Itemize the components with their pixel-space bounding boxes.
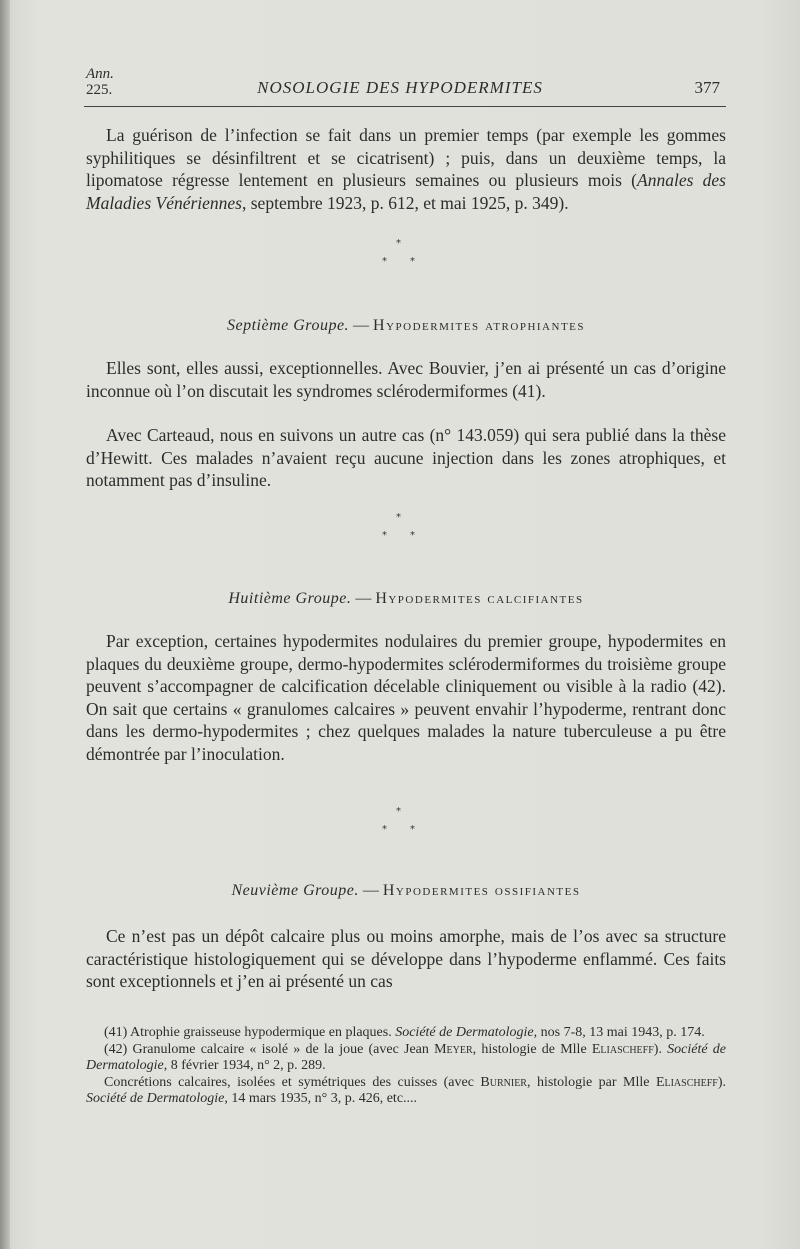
footnote-source: Société de Dermatologie xyxy=(86,1091,225,1106)
asterism-1 xyxy=(370,238,430,278)
heading-dash: — xyxy=(353,317,370,334)
footnote-author: Eliascheff xyxy=(591,1041,654,1057)
heading-group-title: Hypodermites atrophiantes xyxy=(373,317,585,334)
footnote-text: Concrétions calcaires, isolées et symétriques des cuisses (avec xyxy=(104,1074,481,1090)
asterism-star: * xyxy=(382,256,387,267)
volume-number: 225. xyxy=(86,82,113,98)
footnote-text: , histologie par Mlle xyxy=(526,1074,656,1090)
paragraph-eighth-1: Par exception, certaines hypodermites nodulaires du premier groupe, hypodermites en plaques du deuxième groupe, dermo-hypodermites sclérodermiformes du troisième groupe peuvent s’accompagner de calcification décelable cliniquement ou visible à la radio (42). On sait que certains « granulomes calcaires » peuvent envahir l’hypoderme, rentrant donc dans les dermo-hypodermites ; chez quelques malades la nature tuberculeuse a pu être démontrée par l’inoculation. xyxy=(86,631,726,764)
footnote-author: Burnier xyxy=(480,1074,527,1090)
footnote-author: Eliascheff xyxy=(655,1074,718,1090)
paragraph-intro-reference: Annales des Maladies Vénériennes xyxy=(86,170,726,213)
paragraph-intro-text: La guérison de l’infection se fait dans un premier temps (par exemple les gommes syphilitiques se désinfiltrent et se cicatrisent) ; puis, dans un deuxième temps, la lipomatose régresse lentement en plusieurs semaines ou plusieurs mois ( xyxy=(86,125,726,190)
asterism-star: * xyxy=(396,806,401,817)
asterism-star: * xyxy=(410,530,415,541)
footnote-41 xyxy=(86,1025,726,1042)
heading-dash: — xyxy=(362,882,379,899)
footnote-43 xyxy=(86,1075,726,1108)
paragraph-ninth-1: Ce n’est pas un dépôt calcaire plus ou moins amorphe, mais de l’os avec sa structure caractéristique histologiquement qui se développe dans l’hypoderme enflammé. Ces faits sont exceptionnels et j’en ai présenté un cas xyxy=(86,926,726,991)
footnote-text: (42) Granulome calcaire « isolé » de la joue (avec Jean xyxy=(104,1041,435,1057)
footnote-text: , nos 7-8, 13 mai 1943, p. 174. xyxy=(533,1025,705,1040)
asterism-star: * xyxy=(410,256,415,267)
running-title: NOSOLOGIE DES HYPODERMITES xyxy=(257,78,543,97)
footnote-text: , 14 mars 1935, n° 3, p. 426, etc.... xyxy=(224,1091,418,1106)
heading-group-name: Septième Groupe. xyxy=(227,317,350,334)
asterism-star: * xyxy=(410,824,415,835)
footnote-text: ). xyxy=(653,1041,668,1057)
footnote-text: (41) Atrophie graisseuse hypodermique en plaques. xyxy=(104,1025,396,1040)
heading-seventh-group xyxy=(86,317,726,335)
asterism-3 xyxy=(370,806,430,846)
footnote-text: , 8 février 1934, n° 2, p. 289. xyxy=(163,1058,326,1073)
heading-dash: — xyxy=(355,590,372,607)
asterism-star: * xyxy=(382,824,387,835)
paragraph-intro xyxy=(86,124,726,214)
footnote-source: Société de Dermatologie xyxy=(86,1041,726,1073)
heading-ninth-group xyxy=(86,882,726,900)
footnote-text: ). xyxy=(717,1074,727,1090)
asterism-star: * xyxy=(396,238,401,249)
paragraph-seventh-1: Elles sont, elles aussi, exceptionnelles. Avec Bouvier, j’en ai présenté un cas d’origine inconnue où l’on discutait les syndromes sclérodermiformes (41). xyxy=(86,358,726,401)
paragraph-seventh-2: Avec Carteaud, nous en suivons un autre cas (n° 143.059) qui sera publié dans la thèse d’Hewitt. Ces malades n’avaient reçu aucune injection dans les zones atrophiques, et notamment pas d’insuline. xyxy=(86,425,726,490)
footnote-author: Meyer xyxy=(434,1041,473,1057)
footnote-text: , histologie de Mlle xyxy=(472,1041,592,1057)
heading-group-name: Huitième Groupe. xyxy=(228,590,352,607)
heading-group-title: Hypodermites ossifiantes xyxy=(382,882,581,899)
heading-eighth-group xyxy=(86,590,726,608)
heading-group-name: Neuvième Groupe. xyxy=(231,882,359,899)
header-rule xyxy=(84,106,726,107)
footnotes xyxy=(86,1025,726,1108)
footnote-source: Société de Dermatologie xyxy=(395,1025,534,1040)
asterism-star: * xyxy=(382,530,387,541)
asterism-star: * xyxy=(396,512,401,523)
journal-abbrev: Ann. xyxy=(86,66,114,82)
footnote-42 xyxy=(86,1042,726,1075)
page-binding-edge xyxy=(0,0,10,1249)
heading-group-title: Hypodermites calcifiantes xyxy=(375,590,584,607)
asterism-2 xyxy=(370,512,430,552)
paragraph-intro-text-end: , septembre 1923, p. 612, et mai 1925, p. 349). xyxy=(242,192,569,213)
page-number: 377 xyxy=(694,78,720,97)
